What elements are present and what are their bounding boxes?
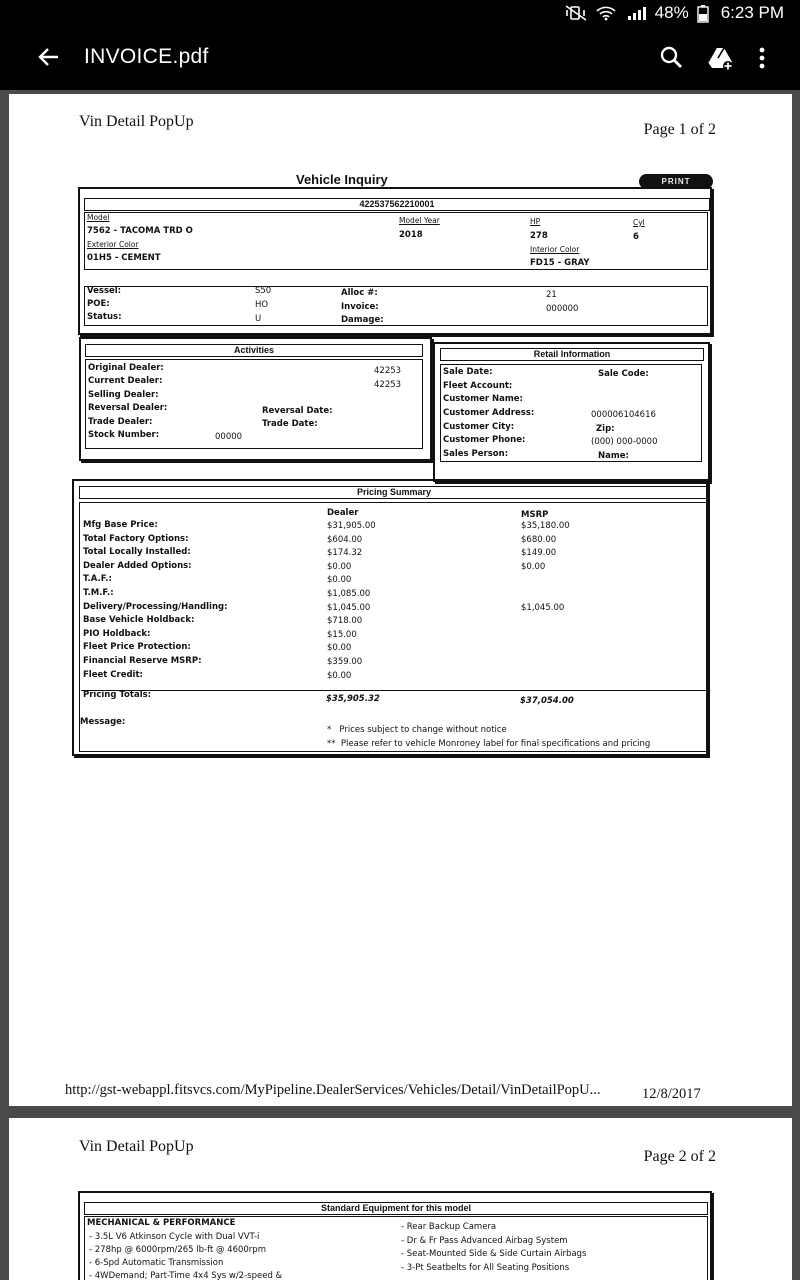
- wifi-icon: [595, 5, 617, 21]
- model-box: [84, 212, 708, 270]
- price-row-msrp: $0.00: [521, 561, 546, 572]
- footer-date: 12/8/2017: [642, 1086, 701, 1102]
- vin-bar: 422537562210001: [84, 198, 710, 211]
- invoice-value: 000000: [546, 304, 579, 314]
- price-row-dealer: $718.00: [327, 616, 363, 627]
- dealer-header: Dealer: [327, 508, 359, 518]
- cyl-value: 6: [633, 232, 639, 242]
- form-title: Vehicle Inquiry: [296, 172, 388, 187]
- price-row-label: Mfg Base Price:: [83, 520, 158, 530]
- price-row-label: Total Locally Installed:: [83, 547, 191, 558]
- price-row-msrp: $149.00: [521, 548, 557, 559]
- equipment-item: - 4WDemand; Part-Time 4x4 Sys w/2-speed &: [89, 1271, 283, 1280]
- price-row-label: PIO Holdback:: [83, 628, 151, 639]
- retail-title: Retail Information: [440, 348, 704, 361]
- original-dealer-value: 42253: [374, 366, 402, 376]
- price-row-label: T.A.F.:: [83, 574, 112, 585]
- price-row-label: Total Factory Options:: [83, 533, 189, 544]
- equipment-item: - 3.5L V6 Atkinson Cycle with Dual VVT-i: [89, 1232, 260, 1242]
- selling-dealer-label: Selling Dealer:: [88, 390, 159, 400]
- cyl-label: Cyl: [633, 218, 645, 227]
- hp-label: HP: [530, 217, 541, 226]
- price-row-dealer: $31,905.00: [327, 521, 376, 531]
- reversal-dealer-label: Reversal Dealer:: [88, 403, 168, 413]
- trade-dealer-label: Trade Dealer:: [88, 417, 153, 427]
- clock: 6:23 PM: [720, 3, 784, 22]
- totals-dealer: $35,905.32: [326, 694, 380, 704]
- vessel-value: S50: [255, 286, 272, 296]
- price-row-msrp: $35,180.00: [521, 521, 570, 531]
- message-label: Message:: [80, 717, 126, 727]
- damage-label: Damage:: [341, 315, 384, 325]
- sales-person-label: Sales Person:: [443, 449, 509, 459]
- fleet-account-label: Fleet Account:: [443, 381, 513, 391]
- poe-value: HO: [255, 300, 269, 310]
- add-to-drive-icon[interactable]: [704, 42, 736, 74]
- std-equipment-title: Standard Equipment for this model: [84, 1202, 708, 1215]
- price-row-dealer: $1,045.00: [327, 602, 371, 613]
- totals-divider: [81, 690, 707, 691]
- stock-number-label: Stock Number:: [88, 430, 160, 440]
- stock-number-value: 00000: [215, 432, 243, 442]
- page-header-left: Vin Detail PopUp: [79, 113, 194, 130]
- int-color-value: FD15 - GRAY: [530, 258, 590, 268]
- status-bar: [0, 0, 800, 28]
- current-dealer-label: Current Dealer:: [88, 376, 163, 386]
- original-dealer-label: Original Dealer:: [88, 363, 164, 373]
- price-row-label: Delivery/Processing/Handling:: [83, 601, 228, 612]
- print-button: PRINT: [639, 174, 713, 189]
- ext-color-label: Exterior Color: [87, 240, 139, 249]
- customer-address-label: Customer Address:: [443, 408, 535, 418]
- customer-city-label: Customer City:: [443, 422, 515, 432]
- battery-icon: [697, 5, 709, 21]
- logistics-box: [84, 286, 708, 326]
- message-line-1: * Prices subject to change without notice: [327, 725, 507, 735]
- price-row-msrp: $680.00: [521, 534, 557, 545]
- price-row-dealer: $0.00: [327, 670, 352, 681]
- hp-value: 278: [530, 231, 548, 241]
- price-row-label: Fleet Price Protection:: [83, 642, 191, 653]
- equipment-item: - Rear Backup Camera: [401, 1222, 497, 1232]
- sale-code-label: Sale Code:: [598, 369, 649, 379]
- poe-label: POE:: [87, 299, 110, 309]
- price-row-dealer: $0.00: [327, 643, 352, 654]
- price-row-label: Financial Reserve MSRP:: [83, 656, 202, 666]
- price-row-label: Fleet Credit:: [83, 669, 143, 680]
- search-icon[interactable]: [656, 42, 688, 74]
- page2-header-left: Vin Detail PopUp: [79, 1138, 194, 1155]
- price-row-dealer: $604.00: [327, 534, 363, 545]
- price-row-dealer: $0.00: [327, 575, 352, 586]
- customer-phone-label: Customer Phone:: [443, 435, 526, 445]
- totals-msrp: $37,054.00: [520, 696, 574, 706]
- document-title: INVOICE.pdf: [84, 45, 209, 68]
- price-row-dealer: $1,085.00: [327, 589, 371, 599]
- back-arrow-icon[interactable]: [34, 42, 64, 72]
- activities-title: Activities: [85, 344, 423, 357]
- model-year-label: Model Year: [399, 216, 440, 225]
- alloc-value: 21: [546, 290, 557, 300]
- pdf-page-1: [9, 94, 792, 1106]
- customer-phone-value: (000) 000-0000: [591, 437, 658, 447]
- more-options-icon[interactable]: [746, 42, 778, 74]
- invoice-label: Invoice:: [341, 302, 379, 312]
- message-line-2: ** Please refer to vehicle Monroney label for final specifications and pricing: [327, 739, 651, 749]
- customer-name-label: Customer Name:: [443, 394, 523, 404]
- status-value: U: [255, 314, 262, 324]
- section-heading: MECHANICAL & PERFORMANCE: [87, 1218, 236, 1228]
- model-label: Model: [87, 213, 110, 222]
- ext-color-value: 01H5 - CEMENT: [87, 253, 161, 263]
- price-row-label: Dealer Added Options:: [83, 560, 192, 571]
- alloc-label: Alloc #:: [341, 288, 378, 298]
- app-bar: [0, 28, 800, 90]
- signal-icon: [625, 5, 647, 21]
- price-row-label: T.M.F.:: [83, 588, 114, 598]
- vibrate-mute-icon: [565, 5, 587, 21]
- equipment-item: - 3-Pt Seatbelts for All Seating Positions: [401, 1262, 570, 1273]
- name-label: Name:: [598, 451, 629, 461]
- equipment-item: - 278hp @ 6000rpm/265 lb-ft @ 4600rpm: [89, 1245, 266, 1255]
- battery-percent: 48%: [654, 3, 689, 22]
- sale-date-label: Sale Date:: [443, 367, 493, 377]
- current-dealer-value: 42253: [374, 380, 402, 390]
- model-value: 7562 - TACOMA TRD O: [87, 226, 193, 236]
- price-row-dealer: $0.00: [327, 561, 352, 572]
- pdf-page-2: [9, 1118, 792, 1280]
- zip-label: Zip:: [596, 424, 615, 434]
- price-row-label: Base Vehicle Holdback:: [83, 615, 195, 626]
- pricing-title: Pricing Summary: [79, 486, 709, 499]
- page-number: Page 1 of 2: [643, 121, 716, 138]
- price-row-dealer: $15.00: [327, 629, 357, 640]
- reversal-date-label: Reversal Date:: [262, 406, 333, 416]
- price-row-dealer: $359.00: [327, 657, 363, 667]
- msrp-header: MSRP: [521, 510, 549, 520]
- price-row-dealer: $174.32: [327, 548, 363, 559]
- equipment-item: - Seat-Mounted Side & Side Curtain Airbags: [401, 1249, 587, 1259]
- trade-date-label: Trade Date:: [262, 419, 318, 429]
- vessel-label: Vessel:: [87, 286, 122, 296]
- customer-address-value: 000006104616: [591, 410, 656, 420]
- int-color-label: Interior Color: [530, 245, 580, 254]
- footer-url: http://gst-webappl.fitsvcs.com/MyPipeline.DealerServices/Vehicles/Detail/VinDetailPopU...: [65, 1082, 601, 1098]
- price-row-msrp: $1,045.00: [521, 602, 565, 613]
- model-year-value: 2018: [399, 230, 423, 240]
- status-label: Status:: [87, 312, 122, 322]
- pricing-totals-label: Pricing Totals:: [83, 690, 152, 700]
- equipment-item: - 6-Spd Automatic Transmission: [89, 1258, 224, 1268]
- equipment-item: - Dr & Fr Pass Advanced Airbag System: [401, 1235, 568, 1246]
- page2-number: Page 2 of 2: [643, 1148, 716, 1165]
